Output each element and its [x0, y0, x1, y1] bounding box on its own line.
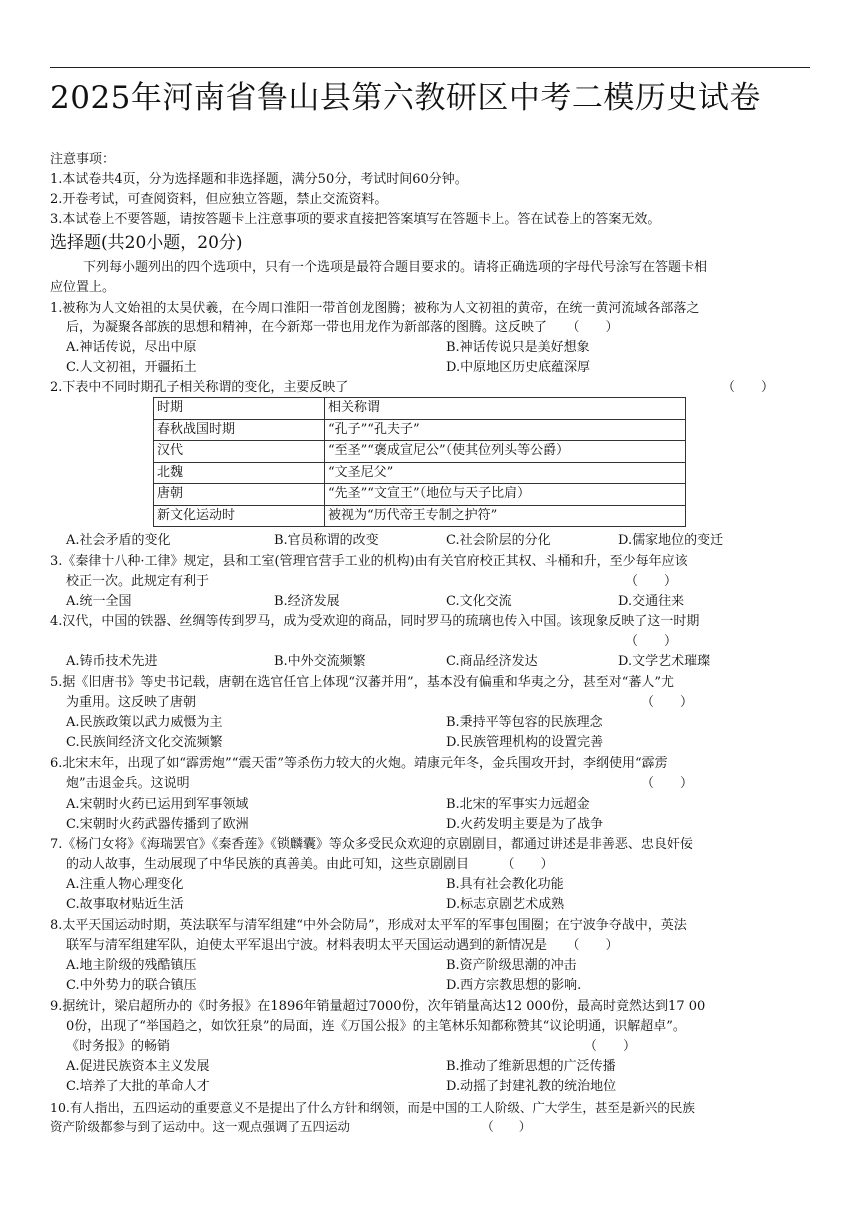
notice-item: 2.开卷考试，可查阅资料，但应独立答题，禁止交流资料。 [50, 192, 388, 207]
question-3-option-d[interactable]: D.交通往来 [618, 594, 685, 609]
question-3-text: 3.《秦律十八种·工律》规定，县和工室(管理官营手工业的机构)由有关官府校正其权、斗桶和升，至少每年应该 [50, 554, 688, 569]
question-9-option-d[interactable]: D.动摇了封建礼教的统治地位 [446, 1079, 617, 1094]
question-9-text: 《时务报》的畅销 [66, 1039, 171, 1054]
question-2-table [153, 397, 686, 527]
question-3-option-c[interactable]: C.文化交流 [446, 594, 512, 609]
question-6-text: 6.北宋末年，出现了如“霹雳炮”“震天雷”等杀伤力较大的火炮。靖康元年冬，金兵围攻开封，李纲使用“霹雳 [50, 756, 668, 771]
header-rule [50, 67, 810, 68]
table-header-row [154, 398, 686, 420]
notice-item: 3.本试卷上不要答题，请按答题卡上注意事项的要求直接把答案填写在答题卡上。答在试卷上的答案无效。 [50, 212, 661, 227]
table-cell: “至圣”“褒成宣尼公”（使其位列头等公爵） [325, 441, 686, 463]
section-heading: 选择题(共20小题，20分) [50, 233, 243, 253]
question-8-option-c[interactable]: C.中外势力的联合镇压 [66, 978, 197, 993]
question-5-text: 为重用。这反映了唐朝 [66, 695, 197, 710]
question-2-option-a[interactable]: A.社会矛盾的变化 [66, 533, 171, 548]
question-5-option-d[interactable]: D.民族管理机构的设置完善 [446, 735, 604, 750]
answer-bracket: （ ） [641, 776, 694, 791]
question-7-option-b[interactable]: B.具有社会教化功能 [446, 877, 564, 892]
question-9-text: 0份，出现了“举国趋之，如饮狂泉”的局面，连《万国公报》的主笔林乐知都称赞其“议论明通，识解超卓”。 [66, 1019, 686, 1034]
question-1-option-a[interactable]: A.神话传说，尽出中原 [66, 340, 197, 355]
table-cell: 新文化运动时 [154, 505, 325, 527]
question-6-option-a[interactable]: A.宋朝时火药已运用到军事领域 [66, 797, 249, 812]
table-cell: “先圣”“文宣王”（地位与天子比肩） [325, 484, 686, 506]
question-9-option-c[interactable]: C.培养了大批的革命人才 [66, 1079, 210, 1094]
question-5-option-a[interactable]: A.民族政策以武力威慑为主 [66, 715, 223, 730]
question-9-option-b[interactable]: B.推动了维新思想的广泛传播 [446, 1059, 616, 1074]
table-cell: 唐朝 [154, 484, 325, 506]
exam-title: 2025年河南省鲁山县第六教研区中考二模历史试卷 [50, 80, 761, 116]
section-instruction: 应位置上。 [50, 280, 116, 295]
question-8-option-b[interactable]: B.资产阶级思潮的冲击 [446, 958, 577, 973]
question-1-option-c[interactable]: C.人文初祖，开疆拓土 [66, 360, 197, 375]
question-4-option-a[interactable]: A.铸币技术先进 [66, 654, 158, 669]
question-2-text: 2.下表中不同时期孔子相关称谓的变化，主要反映了 [50, 380, 349, 395]
table-row [154, 441, 686, 463]
table-cell: “文圣尼父” [325, 462, 686, 484]
table-row [154, 505, 686, 527]
section-instruction: 下列每小题列出的四个选项中，只有一个选项是最符合题目要求的。请将正确选项的字母代号涂写在答题卡相 [83, 260, 708, 275]
table-cell: 春秋战国时期 [154, 419, 325, 441]
table-cell: “孔子”“孔夫子” [325, 419, 686, 441]
question-9-text: 9.据统计，梁启超所办的《时务报》在1896年销量超过7000份，次年销量高达12 000份，最高时竟然达到17 00 [50, 999, 706, 1014]
notice-item: 1.本试卷共4页，分为选择题和非选择题，满分50分，考试时间60分钟。 [50, 172, 468, 187]
question-1-option-d[interactable]: D.中原地区历史底蕴深厚 [446, 360, 591, 375]
question-5-option-c[interactable]: C.民族间经济文化交流频繁 [66, 735, 223, 750]
answer-bracket: （ ） [625, 634, 678, 649]
answer-bracket: （ ） [625, 574, 678, 589]
question-6-option-b[interactable]: B.北宋的军事实力远超金 [446, 797, 590, 812]
question-2-option-b[interactable]: B.官员称谓的改变 [274, 533, 379, 548]
question-1-text: 后，为凝聚各部族的思想和精神，在今新郑一带也用龙作为新部落的图腾。这反映了 （ ） [66, 320, 619, 335]
answer-bracket: （ ） [584, 1039, 637, 1054]
question-7-text: 7.《杨门女将》《海瑞罢官》《秦香莲》《锁麟囊》等众多受民众欢迎的京剧剧目，都通过讲述是非善恶、忠良奸佞 [50, 837, 693, 852]
answer-bracket: （ ） [641, 695, 694, 710]
question-8-text: 8.太平天国运动时期，英法联军与清军组建“中外会防局”，形成对太平军的军事包围圈；在宁波争夺战中，英法 [50, 918, 687, 933]
question-6-text: 炮”击退金兵。这说明 [66, 776, 190, 791]
table-cell: 被视为“历代帝王专制之护符” [325, 505, 686, 527]
question-8-text: 联军与清军组建军队，迫使太平军退出宁波。材料表明太平天国运动遇到的新情况是 （ ） [66, 938, 619, 953]
question-4-option-d[interactable]: D.文学艺术璀璨 [618, 654, 711, 669]
table-header-cell: 相关称谓 [325, 398, 686, 420]
question-6-option-c[interactable]: C.宋朝时火药武器传播到了欧洲 [66, 817, 249, 832]
question-5-text: 5.据《旧唐书》等史书记载，唐朝在选官任官上体现“汉蕃并用”，基本没有偏重和华夷之分，甚至对“蕃人”尤 [50, 675, 674, 690]
question-2-option-d[interactable]: D.儒家地位的变迁 [618, 533, 724, 548]
question-3-option-b[interactable]: B.经济发展 [274, 594, 340, 609]
question-6-option-d[interactable]: D.火药发明主要是为了战争 [446, 817, 604, 832]
question-8-option-a[interactable]: A.地主阶级的残酷镇压 [66, 958, 197, 973]
question-10-text: 10.有人指出，五四运动的重要意义不是提出了什么方针和纲领，而是中国的工人阶级、广大学生，甚至是新兴的民族 [50, 1100, 695, 1115]
question-10-text: 资产阶级都参与到了运动中。这一观点强调了五四运动 （ ） [50, 1119, 532, 1134]
question-4-option-b[interactable]: B.中外交流频繁 [274, 654, 366, 669]
question-9-option-a[interactable]: A.促进民族资本主义发展 [66, 1059, 210, 1074]
notice-heading: 注意事项： [50, 152, 116, 167]
question-8-option-d[interactable]: D.西方宗教思想的影响. [446, 978, 582, 993]
table-cell: 汉代 [154, 441, 325, 463]
question-1-option-b[interactable]: B.神话传说只是美好想象 [446, 340, 590, 355]
table-row [154, 462, 686, 484]
table-cell: 北魏 [154, 462, 325, 484]
question-4-text: 4.汉代，中国的铁器、丝绸等传到罗马，成为受欢迎的商品，同时罗马的琉璃也传入中国。该现象反映了这一时期 [50, 614, 700, 629]
question-3-text: 校正一次。此规定有利于 [66, 574, 210, 589]
question-2-option-c[interactable]: C.社会阶层的分化 [446, 533, 551, 548]
question-7-option-d[interactable]: D.标志京剧艺术成熟 [446, 897, 565, 912]
question-7-option-a[interactable]: A.注重人物心理变化 [66, 877, 184, 892]
answer-bracket: （ ） [722, 380, 775, 395]
question-1-text: 1.被称为人文始祖的太昊伏羲，在今周口淮阳一带首创龙图腾；被称为人文初祖的黄帝，在统一黄河流域各部落之 [50, 301, 700, 316]
question-7-option-c[interactable]: C.故事取材贴近生活 [66, 897, 184, 912]
question-5-option-b[interactable]: B.秉持平等包容的民族理念 [446, 715, 603, 730]
table-row [154, 419, 686, 441]
question-4-option-c[interactable]: C.商品经济发达 [446, 654, 538, 669]
question-7-text: 的动人故事，生动展现了中华民族的真善美。由此可知，这些京剧剧目 （ ） [66, 857, 554, 872]
table-header-cell: 时期 [154, 398, 325, 420]
question-3-option-a[interactable]: A.统一全国 [66, 594, 132, 609]
table-row [154, 484, 686, 506]
